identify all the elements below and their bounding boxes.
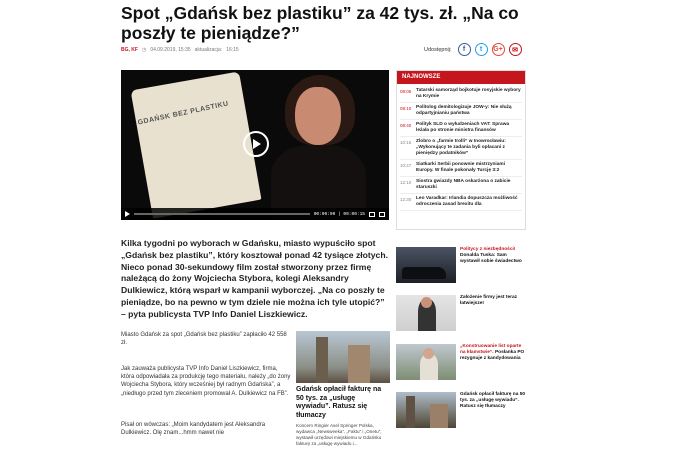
- video-progress-track[interactable]: [134, 213, 310, 215]
- article-author[interactable]: BG, KF: [121, 47, 138, 53]
- list-item[interactable]: [400, 160, 522, 177]
- sidebar-article-image[interactable]: [396, 247, 456, 283]
- video-frame-person: [271, 75, 366, 215]
- fullscreen-icon[interactable]: [379, 212, 385, 217]
- newest-news-box: [396, 70, 526, 230]
- related-article-title[interactable]: Gdańsk opłacił fakturę na 50 tys. za „usługę wywiadu”. Ratusz się tłumaczy: [296, 386, 382, 419]
- related-article-image[interactable]: [296, 331, 390, 383]
- mail-share-button[interactable]: ✉: [509, 43, 522, 56]
- article-updated-label: aktualizacja:: [194, 47, 223, 53]
- sidebar-article-title[interactable]: „Konstruowanie list oparte na kłamstwie”. Posłanka PO rezygnuje z kandydowania: [460, 344, 525, 361]
- sidebar-article-title[interactable]: Politycy z niezbędności! Donalda Tuska: Sam wystawił sobie świadectwo: [460, 247, 522, 264]
- news-time: 12:30: [400, 197, 412, 202]
- news-time: 10:15: [400, 140, 412, 145]
- newest-heading: NAJNOWSZE: [397, 71, 525, 84]
- news-headline[interactable]: Politolog demitologizuje JOW-y: Nie służą odpartyjnianiu państwa: [416, 105, 512, 116]
- news-time: 08:40: [400, 123, 412, 128]
- list-item[interactable]: [400, 137, 522, 160]
- sidebar-article-title[interactable]: Gdańsk opłacił fakturę na 50 tys. za „usługę wywiadu”. Ratusz się tłumaczy: [460, 392, 526, 409]
- news-time: 08:10: [400, 106, 412, 111]
- google-plus-share-button[interactable]: G+: [492, 43, 505, 56]
- video-bag-text: GDAŃSK BEZ PLASTIKU: [137, 100, 230, 127]
- list-item[interactable]: [400, 86, 522, 103]
- video-controls: [121, 208, 389, 220]
- twitter-share-button[interactable]: t: [475, 43, 488, 56]
- news-headline[interactable]: Zlobro o „farmie trolli” w Inowrocławiu: „Wykonujący te zadania byli opłacani z pieniędzy podatników”: [416, 139, 506, 156]
- play-small-icon[interactable]: [125, 211, 130, 217]
- article-title: Spot „Gdańsk bez plastiku” za 42 tys. zł. „Na co poszły te pieniądze?”: [121, 3, 519, 43]
- video-player[interactable]: [121, 70, 389, 220]
- article-paragraph: Jak zauważa publicysta TVP Info Daniel Liszkiewicz, firma, która odpowiadała za produkcję tego materiału, należy „do żony Wojciecha Stybora, który wcześniej był radnym Gdańska”, a „niedługo przed tym zleceniem promował A. Dulkiewicz na FB”.: [121, 366, 291, 397]
- share-bar: [424, 43, 522, 56]
- clock-icon: ◷: [141, 47, 147, 53]
- article-published: 04.09.2019, 15:35: [150, 47, 191, 53]
- article-lead: Kilka tygodni po wyborach w Gdańsku, miasto wypuściło spot „Gdańsk bez plastiku”, który kosztował ponad 42 tysiące złotych. Nieco ponad 30-sekundowy film został stworzony przez firmę należącą do żony Wojciecha Stybora, kolegi Aleksandry Dulkiewicz, którą wsparł w kampanii wyborczej. „Na co poszły te pieniądze, bo na pewno w tym dziele nie można ich tyle utopić?” – pyta publicysta TVP Info Daniel Liszkiewicz.: [121, 238, 388, 319]
- news-time: 12:10: [400, 180, 412, 185]
- share-label: Udostępnij:: [424, 46, 452, 53]
- video-frame-bag: [131, 71, 262, 218]
- sidebar-article-image[interactable]: [396, 344, 456, 380]
- news-time: 10:47: [400, 163, 412, 168]
- list-item[interactable]: [400, 103, 522, 120]
- related-article-text: Koncern Ringier Axel Springer Polska, wydawca „Newsweeka”, „Faktu” i „Onetu”, wystawił urzędowi miejskiemu w Gdańsku fakturę za „usługę wywiadu i...: [296, 423, 382, 446]
- article-updated: 16:15: [226, 47, 239, 53]
- related-article-card[interactable]: [296, 331, 390, 447]
- news-headline[interactable]: Siatkarki Serbii ponownie mistrzyniami Europy. W finale pokonały Turcję 3:2: [416, 162, 506, 173]
- play-icon[interactable]: [243, 131, 269, 157]
- sidebar-article[interactable]: [396, 392, 526, 428]
- news-headline[interactable]: Siostra gwiazdy NBA oskarżona o zabicie staruszki: [416, 179, 511, 190]
- sidebar-article-title[interactable]: Założenie firmy jest teraz łatwiejsze!: [460, 295, 518, 306]
- sidebar-article-image[interactable]: [396, 392, 456, 428]
- newest-list: [397, 84, 525, 213]
- video-time: 00:00:00 | 00:00:15: [313, 211, 365, 217]
- article-caption: Miasto Gdańsk za spot „Gdańsk bez plastiku” zapłaciło 42 558 zł.: [121, 332, 287, 346]
- sidebar-article[interactable]: [396, 344, 526, 380]
- article-meta: [121, 47, 239, 53]
- sidebar-article-image[interactable]: [396, 295, 456, 331]
- list-item[interactable]: [400, 194, 522, 211]
- settings-icon[interactable]: [369, 212, 375, 217]
- news-headline[interactable]: Leo Varadkar: Irlandia dopuszcza możliwość odroczenia zasad brexitu dla: [416, 196, 518, 207]
- news-time: 08:05: [400, 89, 412, 94]
- news-headline[interactable]: Tatarski samorząd bojkotuje rosyjskie wybory na Krymie: [416, 88, 521, 99]
- sidebar-article[interactable]: [396, 295, 526, 331]
- sidebar-article[interactable]: [396, 247, 526, 283]
- list-item[interactable]: [400, 177, 522, 194]
- news-headline[interactable]: Polityk SLD o wyłudzeniach VAT: Sprawa leżała po stronie ministra finansów: [416, 122, 510, 133]
- facebook-share-button[interactable]: f: [458, 43, 471, 56]
- list-item[interactable]: [400, 120, 522, 137]
- article-paragraph: Pisał on wówczas: „Moim kandydatem jest Aleksandra Dulkiewicz. Olę znam...hmm nawet nie: [121, 422, 266, 437]
